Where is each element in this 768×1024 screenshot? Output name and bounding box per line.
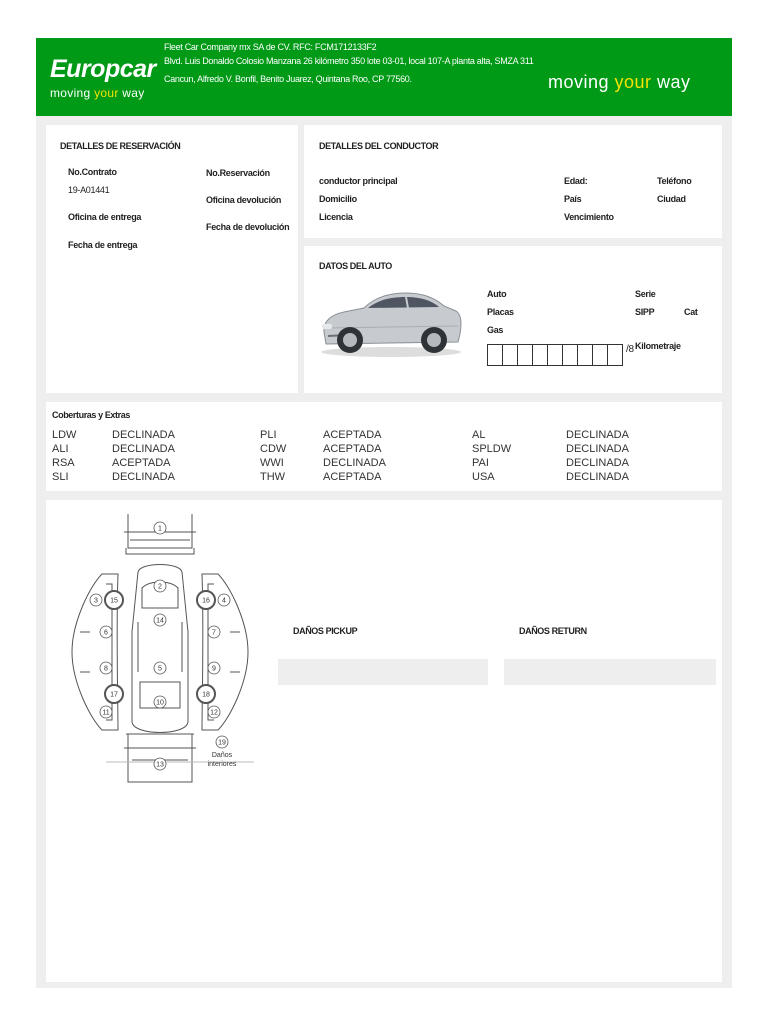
plates-label: Placas: [487, 307, 514, 317]
contract-value: 19-A01441: [68, 185, 110, 195]
zone-label: 1: [158, 525, 162, 533]
zone-label: 3: [94, 597, 98, 605]
coverage-code: SPLDW: [472, 443, 512, 455]
coverage-code: WWI: [260, 457, 284, 469]
brand-name: Europcar: [50, 55, 156, 83]
coverage-status: ACEPTADA: [323, 471, 382, 483]
damages-return-field[interactable]: [504, 659, 716, 685]
zone-label: 13: [156, 761, 164, 769]
coverage-status: DECLINADA: [112, 429, 175, 441]
auto-label: Auto: [487, 289, 507, 299]
city-label: Ciudad: [657, 194, 686, 204]
pickup-office-label: Oficina de entrega: [68, 212, 142, 222]
zone-label: 14: [156, 617, 164, 625]
zone-label: 6: [104, 629, 108, 637]
zone-label: 15: [110, 597, 118, 605]
gas-box: [562, 344, 577, 366]
driver-title: DETALLES DEL CONDUCTOR: [319, 141, 439, 151]
gas-box: [487, 344, 502, 366]
coverage-status: ACEPTADA: [323, 429, 382, 441]
coverage-code: RSA: [52, 457, 75, 469]
car-title: DATOS DEL AUTO: [319, 261, 392, 271]
gas-box: [592, 344, 607, 366]
coverage-status: ACEPTADA: [323, 443, 382, 455]
damages-pickup-field[interactable]: [278, 659, 488, 685]
coverage-status: DECLINADA: [112, 471, 175, 483]
zone-label: 10: [156, 699, 164, 707]
coverage-status: DECLINADA: [566, 429, 629, 441]
car-panel: [304, 246, 722, 393]
gas-box: [577, 344, 592, 366]
license-label: Licencia: [319, 212, 353, 222]
zone-label: 9: [212, 665, 216, 673]
address-line-2: Cancun, Alfredo V. Bonfil, Benito Juarez, Quintana Roo, CP 77560.: [164, 74, 412, 84]
pickup-date-label: Fecha de entrega: [68, 240, 138, 250]
interior-label-2: interiores: [207, 761, 237, 768]
coverage-status: DECLINADA: [112, 443, 175, 455]
coverage-code: PLI: [260, 429, 277, 441]
zone-label: 17: [110, 691, 118, 699]
coverage-status: DECLINADA: [566, 443, 629, 455]
reservation-panel: [46, 125, 298, 393]
coverage-code: THW: [260, 471, 286, 483]
mileage-label: Kilometraje: [635, 341, 681, 351]
gas-level-boxes: [487, 344, 623, 366]
coverage-code: LDW: [52, 429, 77, 441]
reservation-number-label: No.Reservación: [206, 168, 270, 178]
car-photo: [318, 288, 464, 358]
age-label: Edad:: [564, 176, 588, 186]
coverages-panel: [46, 402, 722, 491]
car-damage-diagram: [66, 512, 266, 784]
gas-box: [547, 344, 562, 366]
zone-label: 7: [212, 629, 216, 637]
coverage-status: ACEPTADA: [112, 457, 171, 469]
coverage-code: PAI: [472, 457, 489, 469]
cat-label: Cat: [684, 307, 698, 317]
phone-label: Teléfono: [657, 176, 692, 186]
gas-box: [532, 344, 547, 366]
company-line: Fleet Car Company mx SA de CV. RFC: FCM1712133F2: [164, 42, 377, 52]
gas-box: [517, 344, 532, 366]
zone-label: 2: [158, 583, 162, 591]
sipp-label: SIPP: [635, 307, 655, 317]
zone-label: 4: [222, 597, 226, 605]
damages-panel: [46, 500, 722, 982]
main-driver-label: conductor principal: [319, 176, 398, 186]
contract-label: No.Contrato: [68, 167, 117, 177]
header-bar: [36, 38, 732, 116]
reservation-title: DETALLES DE RESERVACIÓN: [60, 141, 181, 151]
return-office-label: Oficina devolución: [206, 195, 282, 205]
europcar-logo: [50, 56, 156, 100]
gas-box: [502, 344, 517, 366]
damages-pickup-title: DAÑOS PICKUP: [293, 626, 358, 636]
gas-suffix: /8: [626, 344, 634, 355]
coverage-status: DECLINADA: [566, 457, 629, 469]
zone-label: 18: [202, 691, 210, 699]
coverage-code: ALI: [52, 443, 69, 455]
company-address: [164, 42, 564, 88]
zone-label: 12: [210, 709, 218, 717]
zone-label: 8: [104, 665, 108, 673]
coverage-code: USA: [472, 471, 495, 483]
coverage-code: CDW: [260, 443, 287, 455]
serial-label: Serie: [635, 289, 656, 299]
slogan: moving your way: [548, 72, 691, 92]
expiry-label: Vencimiento: [564, 212, 614, 222]
address-line-1: Blvd. Luis Donaldo Colosio Manzana 26 kilómetro 350 lote 03-01, local 107-A planta alta, SMZA 311: [164, 56, 534, 66]
coverages-title: Coberturas y Extras: [52, 410, 130, 420]
address-label: Domicilio: [319, 194, 357, 204]
interior-label-1: Daños: [211, 752, 233, 759]
coverage-code: AL: [472, 429, 486, 441]
gas-box: [607, 344, 623, 366]
zone-label: 16: [202, 597, 210, 605]
zone-label: 11: [102, 709, 110, 717]
return-date-label: Fecha de devolución: [206, 222, 290, 232]
interior-zone-number: 19: [218, 739, 226, 747]
brand-tagline: moving your way: [50, 86, 145, 100]
country-label: País: [564, 194, 582, 204]
gas-label: Gas: [487, 325, 504, 335]
zone-label: 5: [158, 665, 162, 673]
coverage-status: DECLINADA: [323, 457, 386, 469]
damages-return-title: DAÑOS RETURN: [519, 626, 587, 636]
coverage-code: SLI: [52, 471, 69, 483]
driver-panel: [304, 125, 722, 238]
coverage-status: DECLINADA: [566, 471, 629, 483]
